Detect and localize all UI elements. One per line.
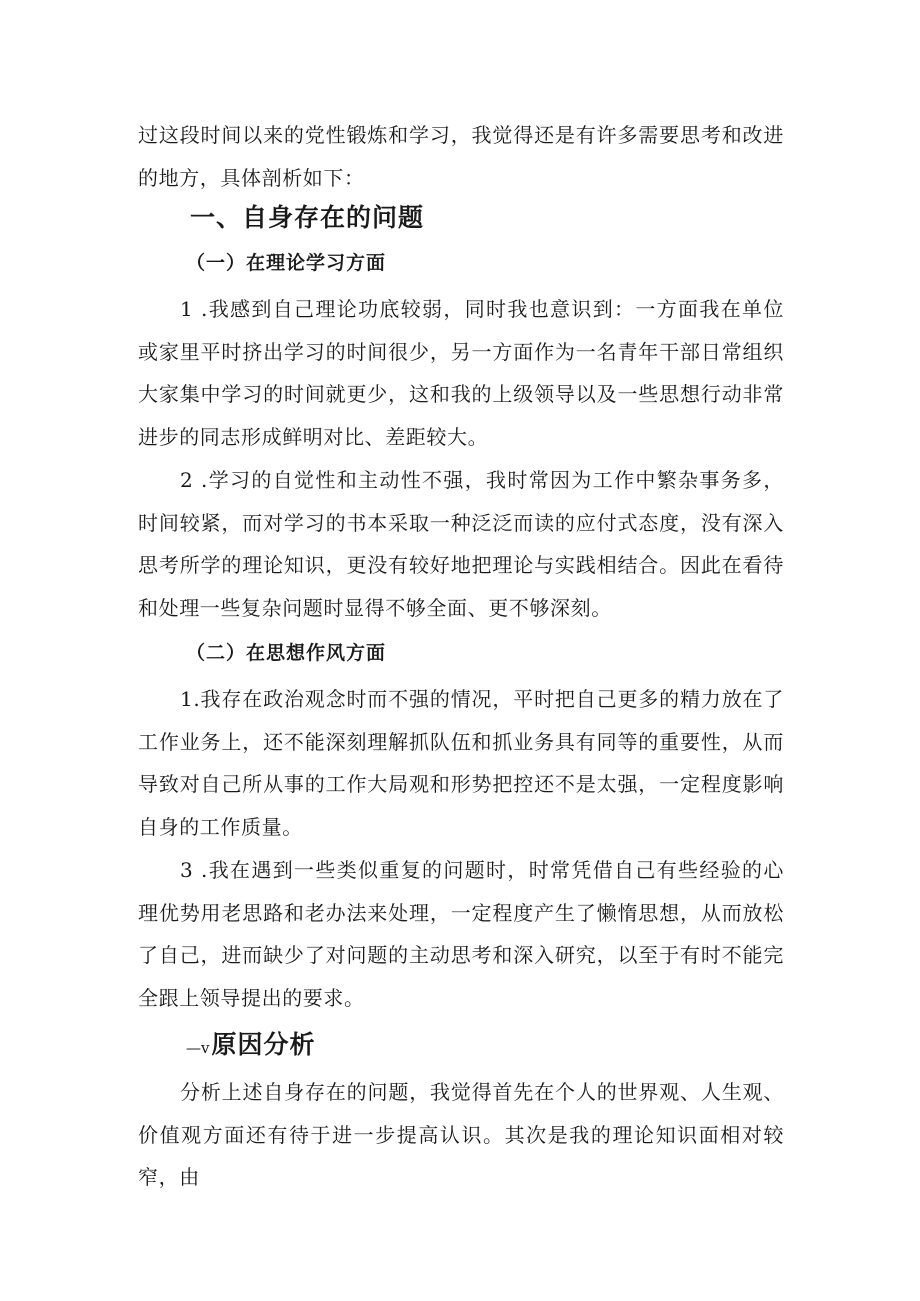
section-2-heading xyxy=(186,1025,316,1061)
paragraph-theory-1: 1 .我感到自己理论功底较弱，同时我也意识到：一方面我在单位或家里平时挤出学习的时间很少，另一方面作为一名青年干部日常组织大家集中学习的时间就更少，这和我的上级领导以及一些思想行动非常进步的同志形成鲜明对比、差距较大。 xyxy=(138,297,784,449)
paragraph-style-3: 3 .我在遇到一些类似重复的问题时，时常凭借自己有些经验的心理优势用老思路和老办法来处理，一定程度产生了懒惰思想，从而放松了自己，进而缺少了对问题的主动思考和深入研究，以至于有时不能完全跟上领导提出的要求。 xyxy=(138,858,784,1010)
subsection-2-heading: （二）在思想作风方面 xyxy=(186,642,387,664)
paragraph-style-1: 1.我存在政治观念时而不强的情况，平时把自己更多的精力放在了工作业务上，还不能深刻理解抓队伍和抓业务具有同等的重要性，从而导致对自己所从事的工作大局观和形势把控还不是太强，一定程度影响自身的工作质量。 xyxy=(138,687,784,839)
section-2-number-mark: —v xyxy=(186,1039,210,1057)
subsection-1-heading: （一）在理论学习方面 xyxy=(186,252,387,274)
intro-paragraph: 过这段时间以来的党性锻炼和学习，我觉得还是有许多需要思考和改进的地方，具体剖析如下： xyxy=(138,123,784,190)
paragraph-cause-analysis: 分析上述自身存在的问题，我觉得首先在个人的世界观、人生观、价值观方面还有待于进一步提高认识。其次是我的理论知识面相对较窄，由 xyxy=(138,1080,784,1189)
paragraph-theory-2: 2 .学习的自觉性和主动性不强，我时常因为工作中繁杂事务多，时间较紧，而对学习的书本采取一种泛泛而读的应付式态度，没有深入思考所学的理论知识，更没有较好地把理论与实践相结合。因此在看待和处理一些复杂问题时显得不够全面、更不够深刻。 xyxy=(138,468,784,620)
section-2-title: 原因分析 xyxy=(211,1030,316,1059)
section-1-heading: 一、自身存在的问题 xyxy=(190,203,425,232)
